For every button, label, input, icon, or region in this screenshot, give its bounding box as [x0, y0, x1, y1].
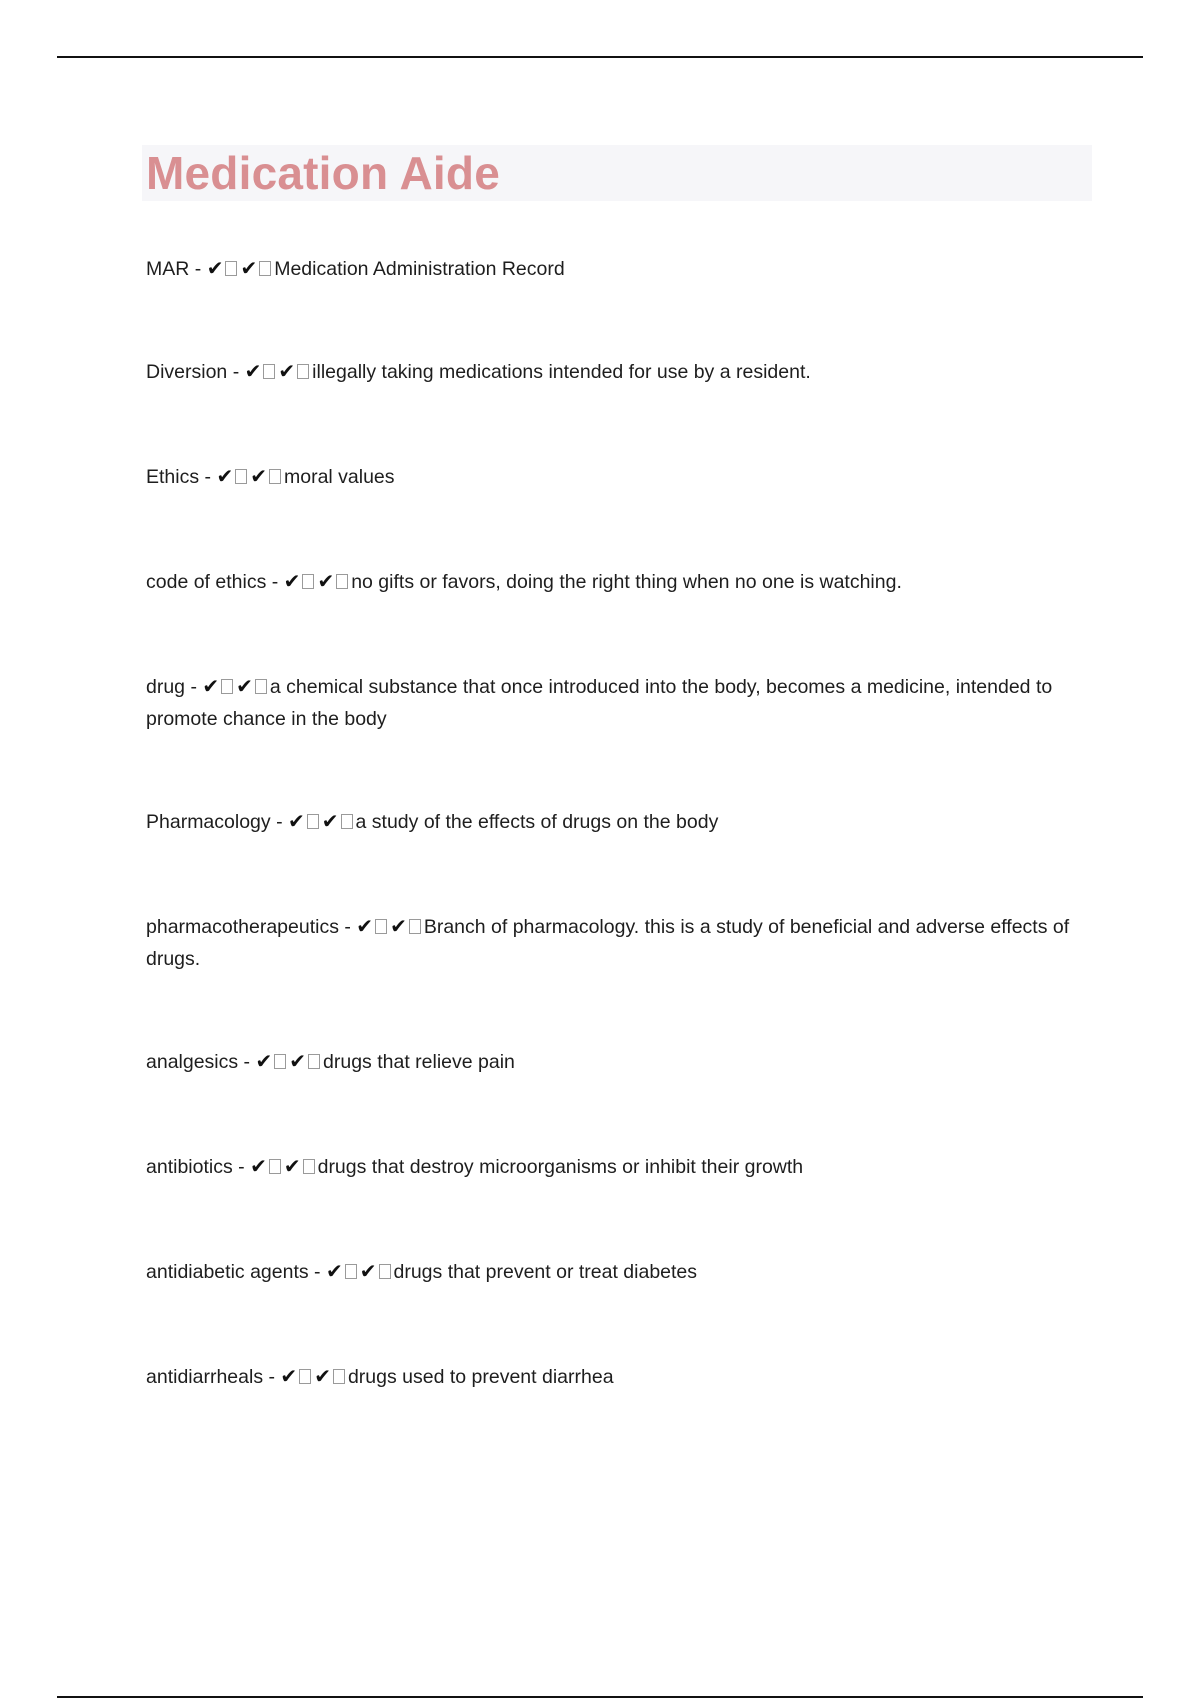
check-icon: ✔ [314, 1364, 331, 1388]
entry-term: Diversion [146, 361, 228, 383]
entry-definition: drugs that prevent or treat diabetes [393, 1261, 698, 1283]
check-icon: ✔ [356, 914, 374, 938]
missing-glyph-box [333, 1369, 345, 1384]
entry-definition: a study of the effects of drugs on the body [355, 811, 719, 833]
entry-separator: - [308, 1261, 326, 1283]
entry-antidiarrheals [146, 1360, 1096, 1393]
entry-definition: drugs that destroy microorganisms or inhibit their growth [317, 1156, 804, 1178]
missing-glyph-box [299, 1369, 311, 1384]
missing-glyph-box [307, 814, 319, 829]
entry-separator: - [199, 466, 217, 488]
entry-term: analgesics [146, 1051, 239, 1073]
missing-glyph-box [263, 364, 275, 379]
check-icon: ✔ [359, 1259, 377, 1283]
header-rule [57, 56, 1143, 58]
missing-glyph-box [302, 574, 314, 589]
entry-term: Pharmacology [146, 811, 271, 833]
check-icon: ✔ [250, 1154, 267, 1178]
check-icon: ✔ [216, 464, 234, 488]
check-icon: ✔ [280, 1364, 298, 1388]
missing-glyph-box [341, 814, 353, 829]
entry-pharmacotherapeutics [146, 910, 1096, 975]
missing-glyph-box [303, 1159, 315, 1174]
check-icon: ✔ [390, 914, 407, 938]
missing-glyph-box [375, 919, 387, 934]
entry-definition: illegally taking medications intended for use by a resident. [312, 361, 811, 383]
entry-antibiotics [146, 1150, 1096, 1183]
entry-ethics [146, 460, 1096, 493]
entry-analgesics [146, 1045, 1096, 1078]
entry-definition: Branch of pharmacology. this is a study of beneficial and adverse effects of drugs. [146, 916, 1070, 970]
check-icon: ✔ [325, 1259, 343, 1283]
missing-glyph-box [259, 261, 271, 276]
entry-definition: a chemical substance that once introduced into the body, becomes a medicine, intended to promote chance in the body [146, 676, 1053, 730]
entry-separator: - [232, 1156, 251, 1178]
entry-separator: - [227, 361, 245, 383]
entry-separator: - [185, 676, 203, 698]
missing-glyph-box [274, 1054, 286, 1069]
check-icon: ✔ [206, 256, 224, 280]
entry-term: antidiabetic agents [146, 1261, 309, 1283]
missing-glyph-box [297, 364, 309, 379]
entry-separator: - [263, 1366, 281, 1388]
check-icon: ✔ [321, 809, 339, 833]
missing-glyph-box [379, 1264, 391, 1279]
entry-term: pharmacotherapeutics [146, 916, 339, 938]
missing-glyph-box [221, 679, 233, 694]
entry-definition: drugs that relieve pain [323, 1051, 515, 1073]
entry-mar [146, 252, 1096, 285]
entry-term: antibiotics [146, 1156, 233, 1178]
entry-term: drug [146, 676, 186, 698]
entry-separator: - [266, 571, 284, 593]
check-icon: ✔ [202, 674, 220, 698]
entry-term: Ethics [146, 466, 200, 488]
check-icon: ✔ [240, 256, 258, 280]
entry-term: code of ethics [146, 571, 267, 593]
missing-glyph-box [308, 1054, 320, 1069]
entry-separator: - [338, 916, 357, 938]
check-icon: ✔ [244, 359, 262, 383]
missing-glyph-box [409, 919, 421, 934]
missing-glyph-box [336, 574, 348, 589]
entry-definition: moral values [283, 466, 395, 488]
entry-diversion [146, 355, 1096, 388]
entry-separator: - [270, 811, 288, 833]
footer-rule [57, 1696, 1143, 1698]
entry-antidiabetic-agents [146, 1255, 1096, 1288]
entry-term: antidiarrheals [146, 1366, 264, 1388]
entry-definition: no gifts or favors, doing the right thing when no one is watching. [351, 571, 902, 593]
missing-glyph-box [235, 469, 247, 484]
check-icon: ✔ [283, 1154, 301, 1178]
check-icon: ✔ [283, 569, 301, 593]
check-icon: ✔ [289, 1049, 307, 1073]
check-icon: ✔ [288, 809, 305, 833]
check-icon: ✔ [317, 569, 335, 593]
missing-glyph-box [345, 1264, 357, 1279]
entry-pharmacology [146, 805, 1096, 838]
document-title: Medication Aide [146, 147, 500, 199]
entry-term: MAR [146, 258, 190, 280]
missing-glyph-box [269, 469, 281, 484]
missing-glyph-box [255, 679, 267, 694]
entry-separator: - [189, 258, 207, 280]
entry-drug [146, 670, 1096, 735]
check-icon: ✔ [250, 464, 267, 488]
check-icon: ✔ [278, 359, 296, 383]
missing-glyph-box [269, 1159, 281, 1174]
check-icon: ✔ [236, 674, 253, 698]
check-icon: ✔ [255, 1049, 273, 1073]
missing-glyph-box [225, 261, 237, 276]
entry-separator: - [238, 1051, 256, 1073]
entry-code-of-ethics [146, 565, 1096, 598]
entry-definition: drugs used to prevent diarrhea [347, 1366, 614, 1388]
entry-definition: Medication Administration Record [274, 258, 565, 280]
